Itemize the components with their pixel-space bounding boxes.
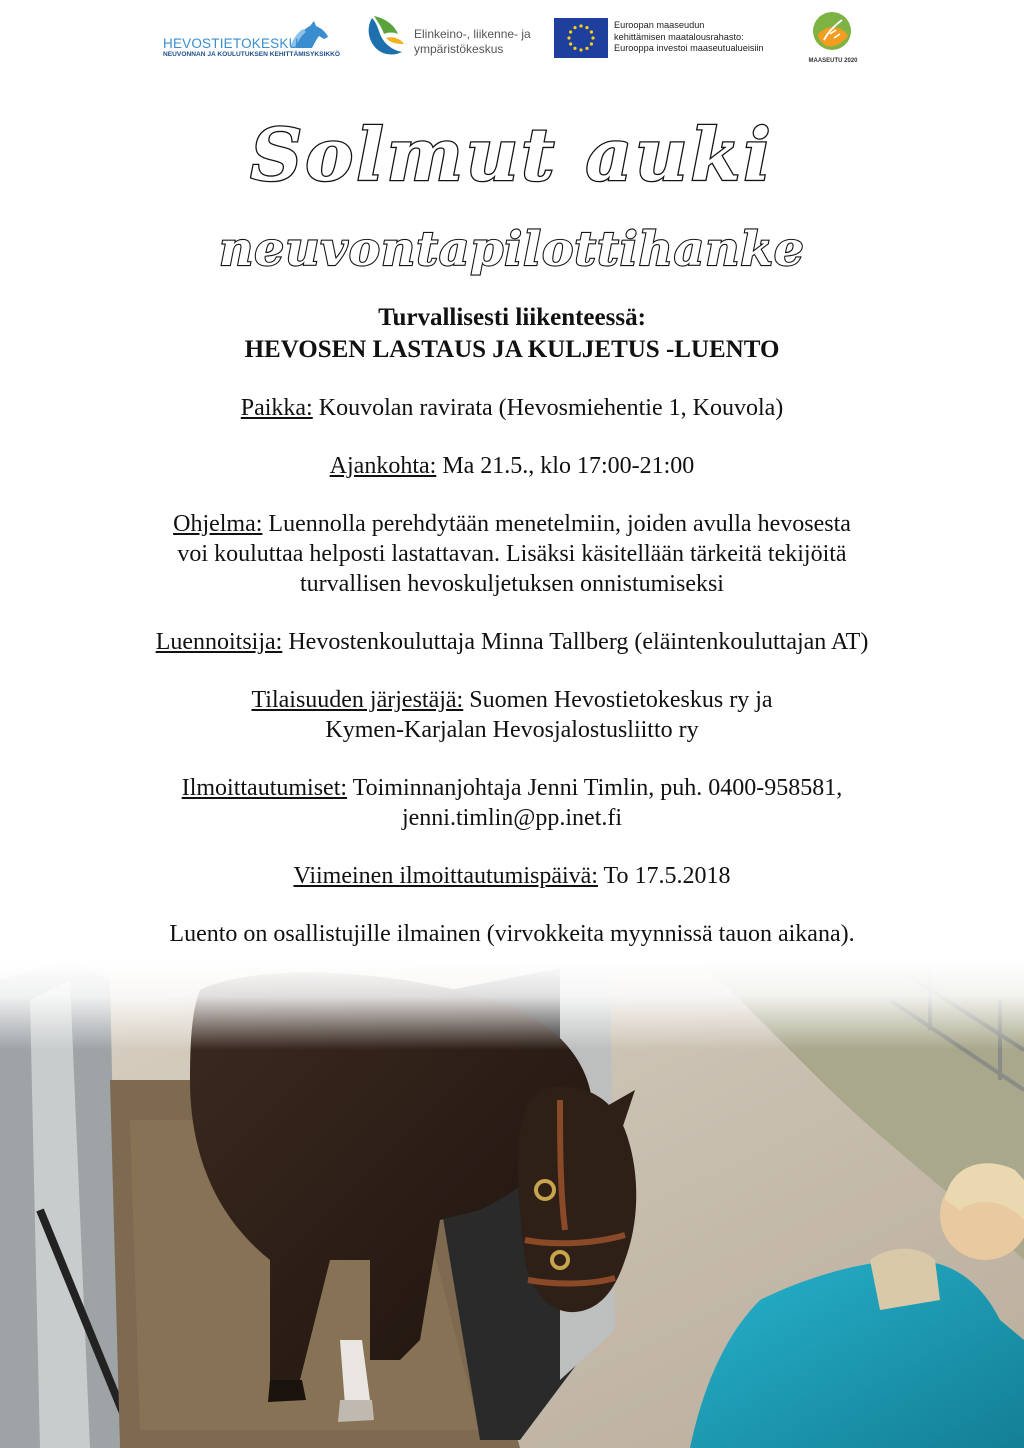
- organizer-line-2: Kymen-Karjalan Hevosjalostusliitto ry: [325, 717, 699, 743]
- horse-loading-photo: [0, 960, 1024, 1448]
- registration-email[interactable]: jenni.timlin@pp.inet.fi: [401, 805, 623, 831]
- program-row: [60, 509, 964, 599]
- organizer-label: Tilaisuuden järjestäjä:: [251, 687, 464, 713]
- deadline-label: Viimeinen ilmoittautumispäivä:: [293, 863, 598, 889]
- eu-flag-icon: [554, 18, 608, 58]
- maaseutu-logo: [806, 10, 860, 70]
- place-row: [60, 393, 964, 423]
- hevostietokeskus-name: HEVOSTIETOKESKUS: [163, 36, 308, 51]
- heading-line-1: Turvallisesti liikenteessä:: [378, 304, 646, 331]
- ely-name: Elinkeino-, liikenne- ja ympäristökeskus: [414, 27, 531, 56]
- ely-emblem-icon: [364, 14, 408, 60]
- time-row: [60, 451, 964, 481]
- program-line-2: voi kouluttaa helposti lastattavan. Lisäksi käsitellään tärkeitä tekijöitä: [177, 541, 847, 567]
- hevostietokeskus-logo: [160, 20, 350, 62]
- title-main: Solmut auki: [250, 112, 774, 197]
- organizer-line-1: Suomen Hevostietokeskus ry ja: [469, 687, 773, 713]
- lecturer-label: Luennoitsija:: [155, 629, 283, 655]
- program-line-3: turvallisen hevoskuljetuksen onnistumiseksi: [300, 571, 724, 597]
- person-collar: [870, 1249, 940, 1310]
- logo-strip: [0, 0, 1024, 80]
- registration-line-1: Toiminnanjohtaja Jenni Timlin, puh. 0400-958581,: [352, 775, 843, 801]
- program-label: Ohjelma:: [173, 511, 263, 537]
- registration-label: Ilmoittautumiset:: [181, 775, 348, 801]
- eu-logo: [554, 18, 794, 60]
- program-line-1: Luennolla perehdytään menetelmiin, joiden avulla hevosesta: [268, 511, 851, 537]
- title-subtitle: neuvontapilottihanke: [219, 222, 805, 277]
- heading-line-2: HEVOSEN LASTAUS JA KULJETUS -LUENTO: [244, 336, 780, 363]
- place-label: Paikka:: [240, 395, 313, 421]
- hevostietokeskus-subtitle: NEUVONNAN JA KOULUTUKSEN KEHITTÄMISYKSIKKÖ: [163, 51, 341, 58]
- time-label: Ajankohta:: [329, 453, 437, 479]
- eu-fund-text: Euroopan maaseudun kehittämisen maatalousrahasto: Eurooppa investoi maaseutualueisiin: [614, 20, 764, 53]
- deadline-row: [60, 861, 964, 891]
- maaseutu-name: MAASEUTU 2020: [808, 58, 858, 64]
- time-value: Ma 21.5., klo 17:00-21:00: [442, 453, 695, 479]
- organizer-row: [60, 685, 964, 745]
- registration-row: [60, 773, 964, 833]
- ely-logo: [364, 14, 544, 62]
- deadline-value: To 17.5.2018: [603, 863, 731, 889]
- event-details: [60, 302, 964, 949]
- free-entry-note: Luento on osallistujille ilmainen (virvokkeita myynnissä tauon aikana).: [169, 921, 855, 947]
- place-value: Kouvolan ravirata (Hevosmiehentie 1, Kouvola): [318, 395, 784, 421]
- maaseutu-emblem-icon: [812, 10, 852, 52]
- lecturer-row: [60, 627, 964, 657]
- lecturer-value: Hevostenkouluttaja Minna Tallberg (eläintenkouluttajan AT): [288, 629, 869, 655]
